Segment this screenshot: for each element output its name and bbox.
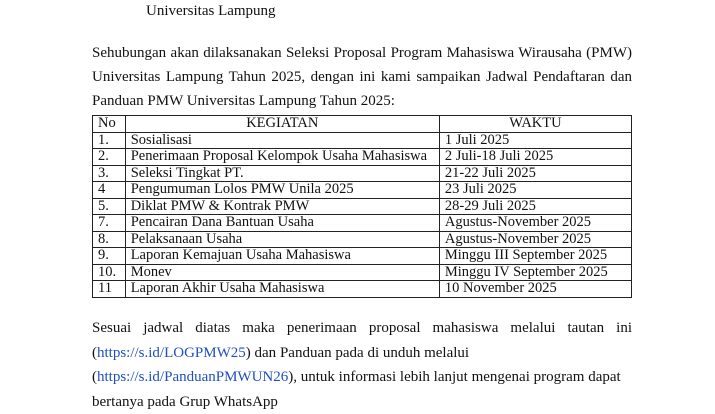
table-row xyxy=(93,132,632,149)
table-header-row xyxy=(93,116,632,133)
header-waktu: WAKTU xyxy=(439,116,631,133)
header-kegiatan: KEGIATAN xyxy=(125,116,439,133)
row-kegiatan: Penerimaan Proposal Kelompok Usaha Mahasiswa xyxy=(125,149,439,166)
row-waktu: 23 Juli 2025 xyxy=(439,182,631,199)
closing-word: unduh xyxy=(383,345,421,361)
paren-open: ( xyxy=(92,345,97,361)
row-kegiatan: Sosialisasi xyxy=(125,132,439,149)
closing-line-4: bertanya pada Grup WhatsApp xyxy=(92,390,632,414)
link-wrapper-1 xyxy=(92,345,251,361)
row-waktu: 10 November 2025 xyxy=(439,281,631,298)
row-no: 1. xyxy=(93,132,126,149)
closing-word: Panduan xyxy=(280,345,332,361)
registration-link[interactable]: https://s.id/LOGPMW25 xyxy=(97,345,246,361)
row-kegiatan: Laporan Kemajuan Usaha Mahasiswa xyxy=(125,248,439,265)
table-row xyxy=(93,231,632,248)
row-no: 5. xyxy=(93,198,126,215)
table-row xyxy=(93,248,632,265)
closing-line-1: Sesuai jadwal diatas maka penerimaan proposal mahasiswa melalui tautan ini xyxy=(92,316,632,341)
row-kegiatan: Pencairan Dana Bantuan Usaha xyxy=(125,215,439,232)
closing-word: pada xyxy=(335,345,363,361)
table-row xyxy=(93,198,632,215)
closing-word: dan xyxy=(255,345,277,361)
row-kegiatan: Monev xyxy=(125,264,439,281)
row-no: 11 xyxy=(93,281,126,298)
row-no: 10. xyxy=(93,264,126,281)
closing-word: melalui xyxy=(424,345,469,361)
paren-close: ) xyxy=(246,345,251,361)
closing-line-2 xyxy=(92,341,632,366)
schedule-table xyxy=(92,115,632,298)
row-kegiatan: Laporan Akhir Usaha Mahasiswa xyxy=(125,281,439,298)
row-no: 9. xyxy=(93,248,126,265)
guide-link[interactable]: https://s.id/PanduanPMWUN26 xyxy=(97,369,288,385)
closing-paragraph xyxy=(92,316,632,414)
row-waktu: 1 Juli 2025 xyxy=(439,132,631,149)
row-waktu: 2 Juli-18 Juli 2025 xyxy=(439,149,631,166)
addressee: Universitas Lampung xyxy=(146,2,276,20)
closing-word: di xyxy=(367,345,379,361)
row-waktu: Agustus-November 2025 xyxy=(439,215,631,232)
paren-open: ( xyxy=(92,369,97,385)
row-no: 4 xyxy=(93,182,126,199)
row-no: 8. xyxy=(93,231,126,248)
intro-line-3: Panduan PMW Universitas Lampung Tahun 2025: xyxy=(92,89,632,113)
row-kegiatan: Pengumuman Lolos PMW Unila 2025 xyxy=(125,182,439,199)
table-row xyxy=(93,182,632,199)
table-row xyxy=(93,281,632,298)
table-row xyxy=(93,264,632,281)
row-no: 3. xyxy=(93,165,126,182)
intro-line-2: Universitas Lampung Tahun 2025, dengan ini kami sampaikan Jadwal Pendaftaran dan xyxy=(92,65,632,89)
row-no: 2. xyxy=(93,149,126,166)
closing-line-3-text: , untuk informasi lebih lanjut mengenai program dapat xyxy=(293,369,620,385)
row-kegiatan: Seleksi Tingkat PT. xyxy=(125,165,439,182)
row-waktu: Minggu III September 2025 xyxy=(439,248,631,265)
table-row xyxy=(93,215,632,232)
row-waktu: Agustus-November 2025 xyxy=(439,231,631,248)
table-row xyxy=(93,165,632,182)
intro-paragraph xyxy=(92,41,632,113)
row-kegiatan: Pelaksanaan Usaha xyxy=(125,231,439,248)
row-kegiatan: Diklat PMW & Kontrak PMW xyxy=(125,198,439,215)
row-waktu: 21-22 Juli 2025 xyxy=(439,165,631,182)
paren-close: ) xyxy=(288,369,293,385)
header-no: No xyxy=(93,116,126,133)
row-waktu: 28-29 Juli 2025 xyxy=(439,198,631,215)
row-waktu: Minggu IV September 2025 xyxy=(439,264,631,281)
row-no: 7. xyxy=(93,215,126,232)
intro-line-1: Sehubungan akan dilaksanakan Seleksi Proposal Program Mahasiswa Wirausaha (PMW) xyxy=(92,41,632,65)
closing-line-3 xyxy=(92,365,632,390)
table-row xyxy=(93,149,632,166)
